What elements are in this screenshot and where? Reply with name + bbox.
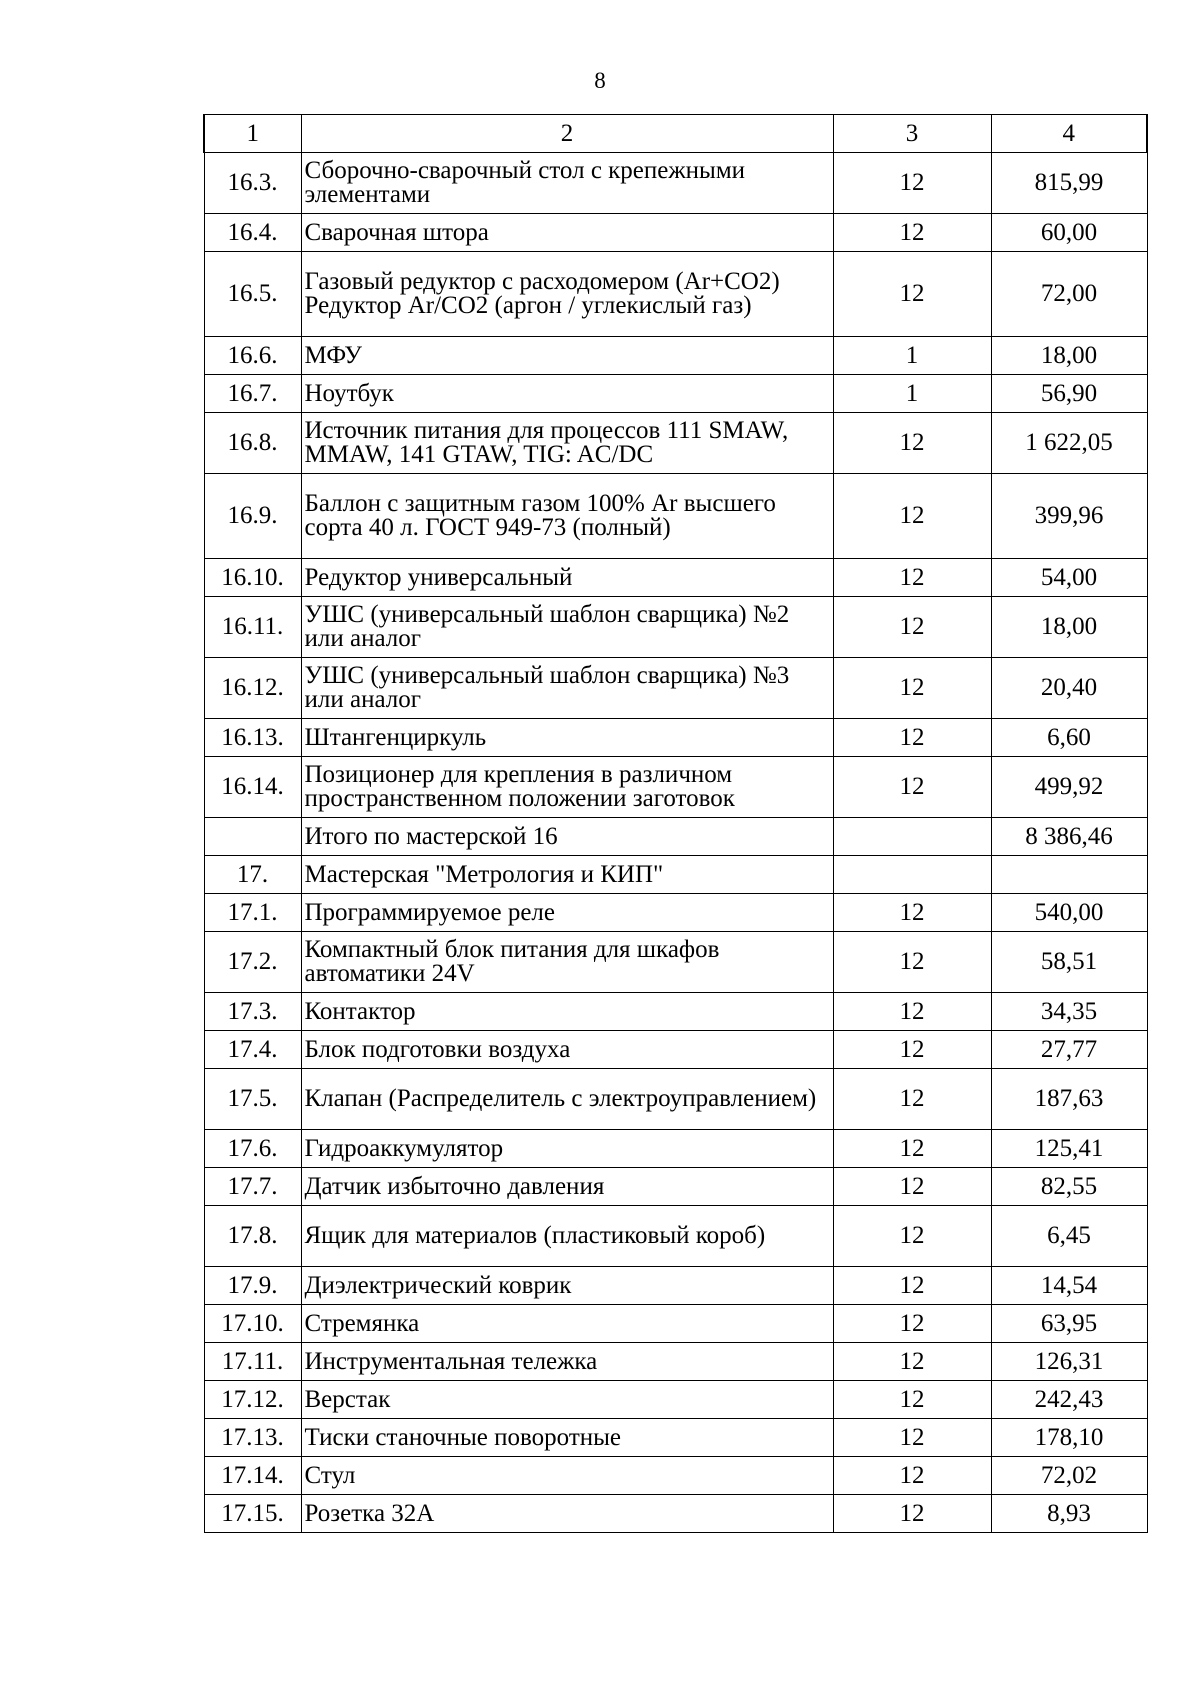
item-name: Источник питания для процессов 111 SMAW, MMAW, 141 GTAW, TIG: AC/DC bbox=[301, 413, 833, 474]
item-name: УШС (универсальный шаблон сварщика) №2 или аналог bbox=[301, 597, 833, 658]
item-cost: 34,35 bbox=[991, 993, 1147, 1031]
item-number: 17.13. bbox=[204, 1419, 301, 1457]
item-quantity: 12 bbox=[833, 413, 991, 474]
table-row bbox=[204, 1381, 1147, 1419]
item-name: Стремянка bbox=[301, 1305, 833, 1343]
item-quantity: 12 bbox=[833, 214, 991, 252]
item-name: Датчик избыточно давления bbox=[301, 1168, 833, 1206]
item-number: 17.6. bbox=[204, 1130, 301, 1168]
item-name: Редуктор универсальный bbox=[301, 559, 833, 597]
item-quantity: 12 bbox=[833, 993, 991, 1031]
item-quantity: 12 bbox=[833, 559, 991, 597]
column-header: 3 bbox=[833, 115, 991, 153]
item-number: 16.4. bbox=[204, 214, 301, 252]
item-quantity: 12 bbox=[833, 474, 991, 559]
table-row bbox=[204, 413, 1147, 474]
item-name: Сборочно-сварочный стол с крепежными элементами bbox=[301, 153, 833, 214]
item-cost: 6,60 bbox=[991, 719, 1147, 757]
table-row bbox=[204, 474, 1147, 559]
table-row bbox=[204, 375, 1147, 413]
item-number: 16.14. bbox=[204, 757, 301, 818]
item-cost: 14,54 bbox=[991, 1267, 1147, 1305]
item-cost: 242,43 bbox=[991, 1381, 1147, 1419]
item-name: Сварочная штора bbox=[301, 214, 833, 252]
item-name: Ящик для материалов (пластиковый короб) bbox=[301, 1206, 833, 1267]
item-cost: 1 622,05 bbox=[991, 413, 1147, 474]
item-name: Инструментальная тележка bbox=[301, 1343, 833, 1381]
table-row bbox=[204, 993, 1147, 1031]
item-name: Компактный блок питания для шкафов автоматики 24V bbox=[301, 932, 833, 993]
item-quantity: 12 bbox=[833, 1457, 991, 1495]
table-row bbox=[204, 1130, 1147, 1168]
item-cost: 18,00 bbox=[991, 597, 1147, 658]
item-quantity: 12 bbox=[833, 252, 991, 337]
item-quantity: 12 bbox=[833, 719, 991, 757]
item-name: Ноутбук bbox=[301, 375, 833, 413]
item-number: 17.9. bbox=[204, 1267, 301, 1305]
item-quantity: 12 bbox=[833, 1168, 991, 1206]
item-name: Диэлектрический коврик bbox=[301, 1267, 833, 1305]
item-name: Розетка 32А bbox=[301, 1495, 833, 1533]
item-number: 17.15. bbox=[204, 1495, 301, 1533]
item-cost: 72,00 bbox=[991, 252, 1147, 337]
table-row bbox=[204, 597, 1147, 658]
table-row bbox=[204, 1343, 1147, 1381]
item-cost bbox=[991, 856, 1147, 894]
item-number: 16.9. bbox=[204, 474, 301, 559]
table-row bbox=[204, 1206, 1147, 1267]
item-number: 16.5. bbox=[204, 252, 301, 337]
table-row bbox=[204, 1305, 1147, 1343]
item-name: Баллон с защитным газом 100% Ar высшего сорта 40 л. ГОСТ 949-73 (полный) bbox=[301, 474, 833, 559]
table-row bbox=[204, 337, 1147, 375]
item-quantity: 12 bbox=[833, 757, 991, 818]
item-name: Газовый редуктор с расходомером (Ar+CO2) Редуктор Ar/CO2 (аргон / углекислый газ) bbox=[301, 252, 833, 337]
item-name: Позиционер для крепления в различном пространственном положении заготовок bbox=[301, 757, 833, 818]
table-row bbox=[204, 214, 1147, 252]
table-row bbox=[204, 1495, 1147, 1533]
table-row bbox=[204, 932, 1147, 993]
table-row bbox=[204, 719, 1147, 757]
item-cost: 6,45 bbox=[991, 1206, 1147, 1267]
item-cost: 178,10 bbox=[991, 1419, 1147, 1457]
table-row bbox=[204, 1419, 1147, 1457]
item-number: 16.3. bbox=[204, 153, 301, 214]
item-quantity: 1 bbox=[833, 337, 991, 375]
table-row bbox=[204, 1267, 1147, 1305]
item-cost: 8 386,46 bbox=[991, 818, 1147, 856]
item-number: 17.2. bbox=[204, 932, 301, 993]
item-quantity: 1 bbox=[833, 375, 991, 413]
item-quantity: 12 bbox=[833, 597, 991, 658]
item-number: 16.8. bbox=[204, 413, 301, 474]
item-number bbox=[204, 818, 301, 856]
item-number: 16.12. bbox=[204, 658, 301, 719]
item-name: Тиски станочные поворотные bbox=[301, 1419, 833, 1457]
table-row bbox=[204, 757, 1147, 818]
item-cost: 63,95 bbox=[991, 1305, 1147, 1343]
item-quantity bbox=[833, 856, 991, 894]
table-row bbox=[204, 1069, 1147, 1130]
item-number: 17.5. bbox=[204, 1069, 301, 1130]
item-name: УШС (универсальный шаблон сварщика) №3 или аналог bbox=[301, 658, 833, 719]
item-cost: 540,00 bbox=[991, 894, 1147, 932]
item-name: Гидроаккумулятор bbox=[301, 1130, 833, 1168]
table-row bbox=[204, 559, 1147, 597]
item-quantity: 12 bbox=[833, 1305, 991, 1343]
item-quantity: 12 bbox=[833, 932, 991, 993]
item-name: Штангенциркуль bbox=[301, 719, 833, 757]
item-name: Контактор bbox=[301, 993, 833, 1031]
table-row bbox=[204, 856, 1147, 894]
item-quantity: 12 bbox=[833, 1031, 991, 1069]
item-quantity: 12 bbox=[833, 1130, 991, 1168]
item-cost: 72,02 bbox=[991, 1457, 1147, 1495]
item-number: 16.10. bbox=[204, 559, 301, 597]
item-number: 17.3. bbox=[204, 993, 301, 1031]
equipment-table bbox=[203, 114, 1148, 1533]
item-quantity: 12 bbox=[833, 658, 991, 719]
item-number: 17.10. bbox=[204, 1305, 301, 1343]
item-name: Верстак bbox=[301, 1381, 833, 1419]
item-number: 16.11. bbox=[204, 597, 301, 658]
item-number: 17.14. bbox=[204, 1457, 301, 1495]
item-quantity: 12 bbox=[833, 1343, 991, 1381]
item-quantity: 12 bbox=[833, 1267, 991, 1305]
item-cost: 56,90 bbox=[991, 375, 1147, 413]
item-quantity: 12 bbox=[833, 1381, 991, 1419]
item-quantity: 12 bbox=[833, 894, 991, 932]
item-number: 17.4. bbox=[204, 1031, 301, 1069]
item-name: Программируемое реле bbox=[301, 894, 833, 932]
item-cost: 8,93 bbox=[991, 1495, 1147, 1533]
item-number: 16.7. bbox=[204, 375, 301, 413]
item-number: 17.1. bbox=[204, 894, 301, 932]
item-cost: 399,96 bbox=[991, 474, 1147, 559]
item-quantity: 12 bbox=[833, 1419, 991, 1457]
table-row bbox=[204, 894, 1147, 932]
item-name: МФУ bbox=[301, 337, 833, 375]
item-number: 17.11. bbox=[204, 1343, 301, 1381]
item-number: 16.13. bbox=[204, 719, 301, 757]
item-cost: 60,00 bbox=[991, 214, 1147, 252]
column-header: 2 bbox=[301, 115, 833, 153]
item-number: 17.12. bbox=[204, 1381, 301, 1419]
table-row bbox=[204, 1457, 1147, 1495]
table-header-row bbox=[204, 115, 1147, 153]
item-quantity bbox=[833, 818, 991, 856]
item-number: 17.7. bbox=[204, 1168, 301, 1206]
table-row bbox=[204, 252, 1147, 337]
table-row bbox=[204, 1031, 1147, 1069]
table-row bbox=[204, 1168, 1147, 1206]
item-quantity: 12 bbox=[833, 1206, 991, 1267]
item-cost: 82,55 bbox=[991, 1168, 1147, 1206]
table-row bbox=[204, 658, 1147, 719]
table-row bbox=[204, 153, 1147, 214]
item-cost: 18,00 bbox=[991, 337, 1147, 375]
item-number: 16.6. bbox=[204, 337, 301, 375]
item-cost: 58,51 bbox=[991, 932, 1147, 993]
table-row bbox=[204, 818, 1147, 856]
item-name: Стул bbox=[301, 1457, 833, 1495]
item-cost: 187,63 bbox=[991, 1069, 1147, 1130]
column-header: 1 bbox=[204, 115, 301, 153]
item-name: Итого по мастерской 16 bbox=[301, 818, 833, 856]
column-header: 4 bbox=[991, 115, 1147, 153]
item-cost: 20,40 bbox=[991, 658, 1147, 719]
item-cost: 815,99 bbox=[991, 153, 1147, 214]
item-cost: 126,31 bbox=[991, 1343, 1147, 1381]
item-cost: 54,00 bbox=[991, 559, 1147, 597]
item-number: 17.8. bbox=[204, 1206, 301, 1267]
item-name: Мастерская "Метрология и КИП" bbox=[301, 856, 833, 894]
item-quantity: 12 bbox=[833, 153, 991, 214]
item-number: 17. bbox=[204, 856, 301, 894]
item-cost: 499,92 bbox=[991, 757, 1147, 818]
item-cost: 125,41 bbox=[991, 1130, 1147, 1168]
item-cost: 27,77 bbox=[991, 1031, 1147, 1069]
item-name: Клапан (Распределитель с электроуправлением) bbox=[301, 1069, 833, 1130]
item-name: Блок подготовки воздуха bbox=[301, 1031, 833, 1069]
item-quantity: 12 bbox=[833, 1069, 991, 1130]
page-number: 8 bbox=[594, 68, 606, 93]
item-quantity: 12 bbox=[833, 1495, 991, 1533]
